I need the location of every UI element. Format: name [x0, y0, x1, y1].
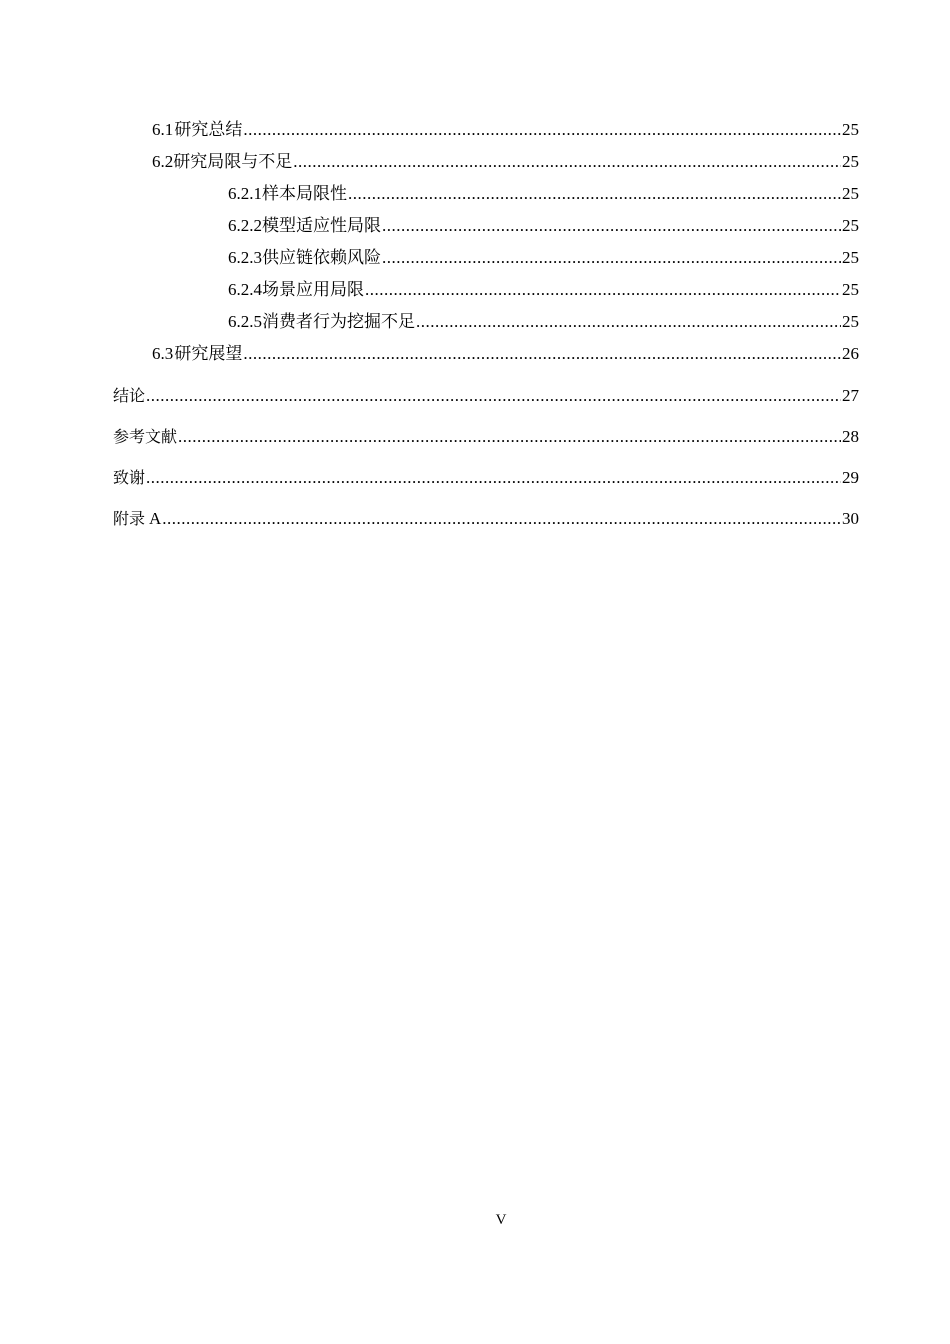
toc-entry-page: 25 [842, 184, 859, 203]
toc-entry-title: 参考文献 [113, 427, 178, 446]
toc-entry-number: 6.2.4 [228, 280, 262, 299]
toc-entry-6-2-4[interactable] [228, 279, 859, 301]
toc-entry-title: 场景应用局限 [262, 280, 364, 299]
toc-entry-number: 6.2.1 [228, 184, 262, 203]
toc-entry-number: 6.3 [152, 344, 174, 363]
toc-entry-title: 致谢 [113, 468, 146, 487]
toc-entry-6-2-5[interactable] [228, 311, 859, 333]
dot-leader [146, 467, 841, 489]
toc-entry-page: 25 [842, 248, 859, 267]
toc-entry-references[interactable] [113, 426, 859, 448]
toc-entry-title [113, 508, 161, 530]
dot-leader [146, 385, 841, 407]
toc-entry-6-2-1[interactable] [228, 183, 859, 205]
toc-entry-page: 26 [842, 344, 859, 363]
toc-entry-number: 6.2.2 [228, 216, 262, 235]
toc-entry-page: 25 [842, 216, 859, 235]
toc-entry-title: 研究展望 [174, 344, 243, 363]
toc-entry-6-2-3[interactable] [228, 247, 859, 269]
dot-leader [243, 343, 841, 365]
toc-entry-title-suffix: A [149, 509, 162, 528]
toc-entry-page: 25 [842, 152, 859, 171]
dot-leader [348, 183, 841, 205]
dot-leader [162, 508, 841, 530]
toc-entry-number: 6.2.3 [228, 248, 262, 267]
toc-entry-page: 25 [842, 280, 859, 299]
toc-entry-number: 6.2.5 [228, 312, 262, 331]
toc-entry-6-2-2[interactable] [228, 215, 859, 237]
toc-entry-page: 25 [842, 120, 859, 139]
toc-entry-title: 样本局限性 [262, 184, 347, 203]
toc-entry-6-1[interactable] [152, 119, 859, 141]
toc-entry-title: 结论 [113, 386, 146, 405]
dot-leader [416, 311, 841, 333]
toc-entry-title: 研究总结 [174, 120, 243, 139]
toc-entry-conclusion[interactable] [113, 385, 859, 407]
toc-entry-acknowledgements[interactable] [113, 467, 859, 489]
toc-entry-page: 27 [842, 386, 859, 405]
toc-entry-6-2[interactable] [152, 151, 859, 173]
toc-entry-title: 研究局限与不足 [173, 152, 293, 171]
page-number: V [495, 1212, 507, 1228]
dot-leader [382, 215, 841, 237]
toc-entry-number: 6.1 [152, 120, 174, 139]
dot-leader [382, 247, 841, 269]
toc-entry-number: 6.2 [152, 152, 174, 171]
dot-leader [178, 426, 841, 448]
toc-entry-page: 30 [842, 509, 859, 528]
toc-entry-title-text: 附录 [113, 509, 146, 528]
dot-leader [365, 279, 841, 301]
toc-entry-page: 29 [842, 468, 859, 487]
dot-leader [243, 119, 841, 141]
toc-entry-title: 供应链依赖风险 [262, 248, 381, 267]
toc-entry-title: 模型适应性局限 [262, 216, 381, 235]
toc-entry-title: 消费者行为挖掘不足 [262, 312, 415, 331]
dot-leader [293, 151, 841, 173]
toc-entry-page: 25 [842, 312, 859, 331]
toc-entry-page: 28 [842, 427, 859, 446]
toc-entry-appendix-a[interactable] [113, 508, 859, 530]
toc-entry-6-3[interactable] [152, 343, 859, 365]
